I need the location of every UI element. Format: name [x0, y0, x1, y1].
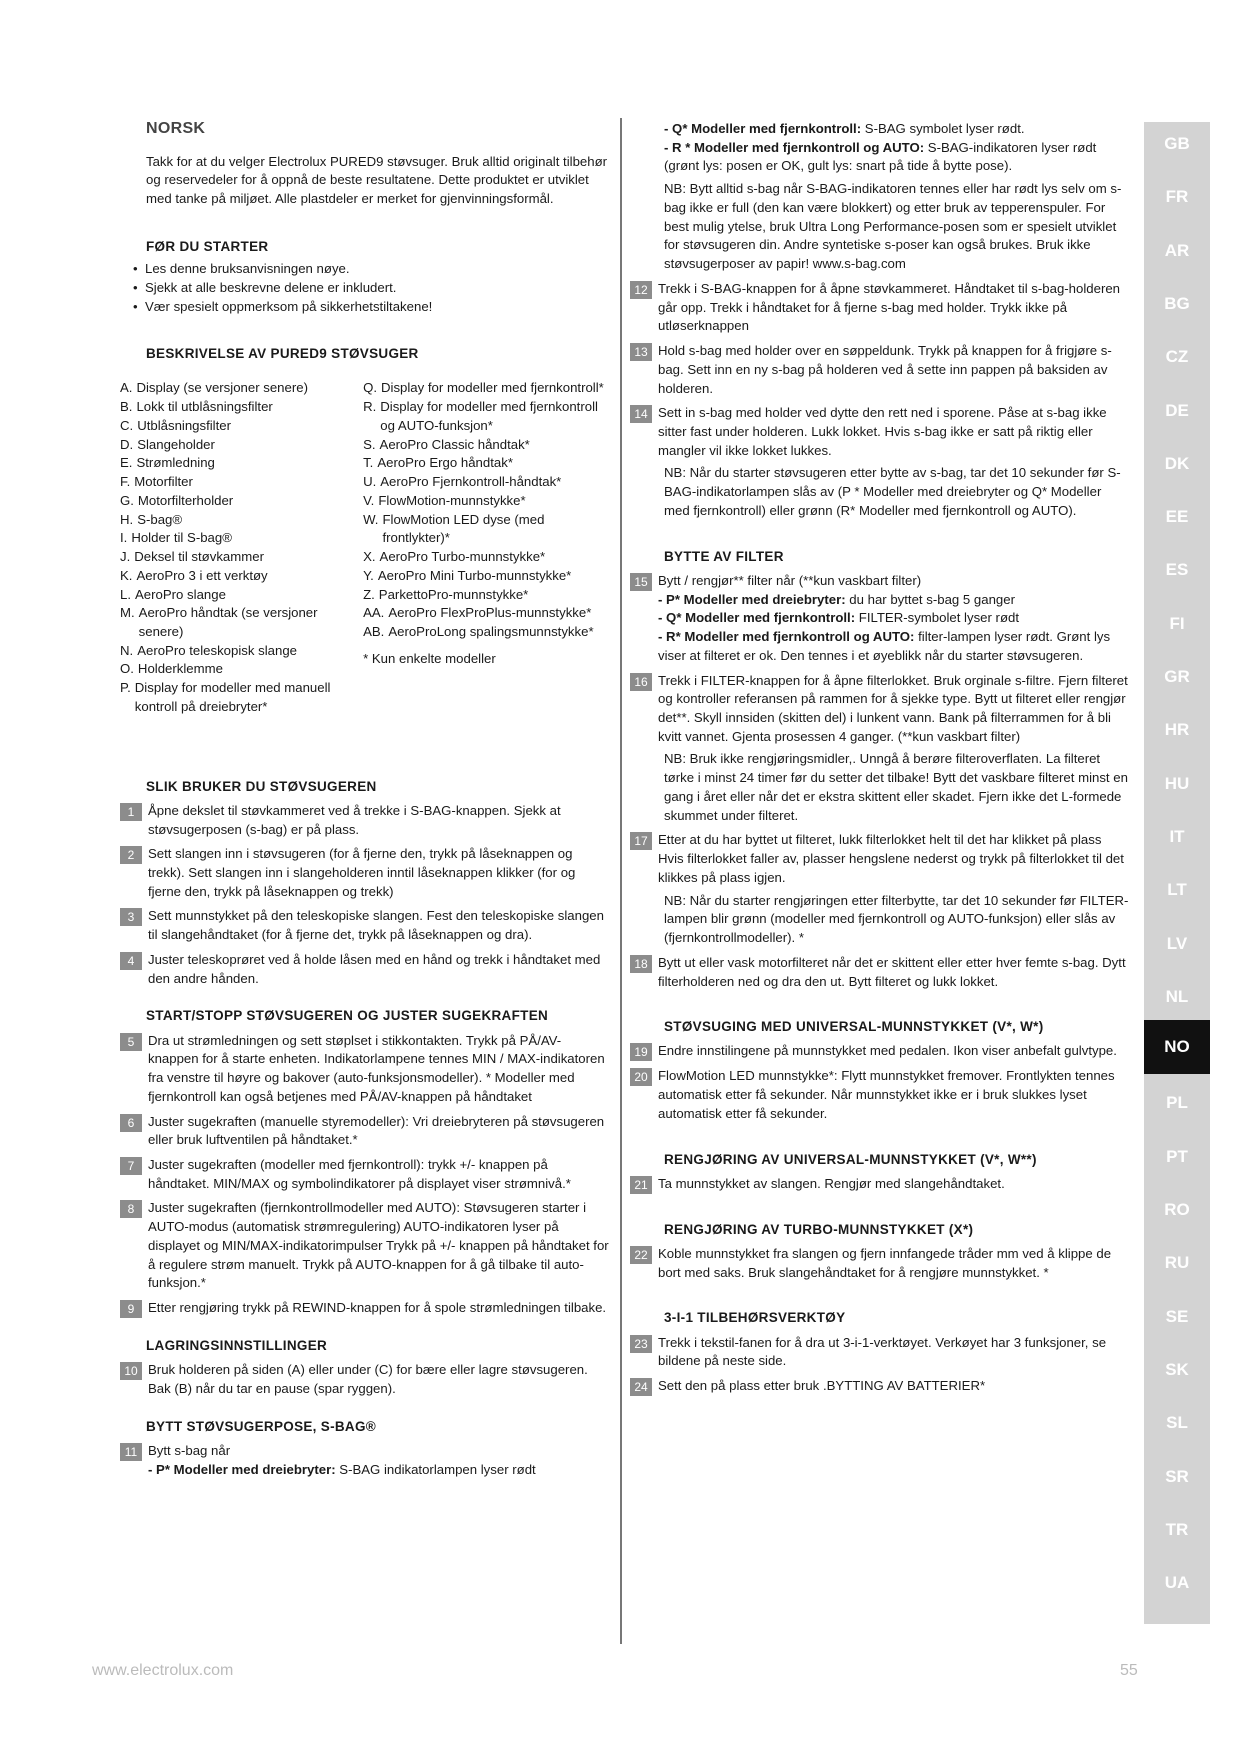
storage-heading: LAGRINGSINNSTILLINGER [146, 1338, 328, 1354]
part-letter: R. [363, 399, 377, 415]
part-item [363, 436, 610, 455]
step-number: 11 [120, 1443, 142, 1461]
part-letter: I. [120, 530, 128, 546]
part-label: Deksel til støvkammer [134, 549, 264, 565]
step-text: Dra ut strømledningen og sett støplset i stikkontakten. Trykk på PÅ/AV-knappen for å starte enheten. Indikatorlampene tennes MIN / MAX-indikatoren fra venstre til høyre og bakover (auto-funksjonsmodeller). * Modeller med fjernkontroll kan også betjenes med PÅ/AV-knappen på håndtaket [148, 1032, 605, 1104]
part-label: Holder til S-bag® [131, 530, 232, 546]
bag-heading: BYTT STØVSUGERPOSE, S-BAG® [146, 1418, 377, 1434]
step-item [630, 954, 1130, 991]
filter-p-text: du har byttet s-bag 5 ganger [845, 591, 1015, 607]
filter-note-17: NB: Når du starter rengjøringen etter filterbytte, tar det 10 sekunder før FILTER-lampen blir grønn (modeller med fjernkontroll og AUTO-funksjon) eller slås av (fjernkontrollmodeller). * [664, 892, 1129, 946]
part-label: Motorfilter [134, 474, 193, 490]
part-letter: P. [120, 680, 131, 696]
part-item [363, 586, 610, 605]
step-text: Sett munnstykket på den teleskopiske slangen. Fest den teleskopiske slangen til slangehåndtaket (for å fjerne det, trykk på låseknappen og dra). [148, 908, 604, 943]
part-item [120, 586, 357, 605]
language-tab-ru[interactable]: RU [1164, 1253, 1190, 1273]
step-item [630, 280, 1130, 336]
step-text: Ta munnstykket av slangen. Rengjør med slangehåndtaket. [658, 1175, 1005, 1191]
step-text: Sett slangen inn i støvsugeren (for å fjerne den, trykk på låseknappen og trekk). Sett slangen inn i slangeholderen inntil låseknappen klikker (for og fjerne den, trykk på låseknappen og trekk) [148, 846, 576, 899]
part-item [363, 473, 610, 492]
part-letter: M. [120, 605, 135, 621]
page-number: 55 [1120, 1662, 1138, 1679]
part-letter: G. [120, 492, 134, 508]
right-column [630, 120, 1130, 1396]
part-letter: W. [363, 511, 379, 527]
part-label: Motorfilterholder [137, 492, 234, 508]
filter-p-bold: - P* Modeller med dreiebryter: [658, 591, 846, 607]
step-item [120, 845, 610, 901]
step-item [630, 1245, 1130, 1282]
filter-r-text: filter-lampen lyser rødt. Grønt lys viser at filteret er ok. Den tennes i et øyeblikk når du starter støvsugeren. [658, 629, 1111, 663]
part-label: AeroPro FlexProPlus-munnstykke* [388, 605, 592, 621]
left-column [120, 118, 610, 1479]
bag-line-2-text: S-BAG indikatorlampen lyser rødt [335, 1461, 536, 1477]
clean-turbo-section [630, 1220, 1130, 1283]
parts-column-1 [120, 379, 357, 716]
use-section [120, 777, 610, 989]
part-item [120, 454, 357, 473]
bag-line-2-bold: - P* Modeller med dreiebryter: [148, 1461, 336, 1477]
part-item [120, 473, 357, 492]
part-letter: B. [120, 399, 133, 415]
part-item [120, 398, 357, 417]
step-text: Trekk i S-BAG-knappen for å åpne støvkammeret. Håndtaket til s-bag-holderen går opp. Trekk i håndtaket for å fjerne s-bag med holder. Trykk ikke på utløserknappen [658, 280, 1121, 334]
use-heading: SLIK BRUKER DU STØVSUGEREN [146, 778, 377, 794]
step-item [630, 831, 1130, 887]
part-label: AeroPro Turbo-munnstykke* [379, 549, 546, 565]
part-letter: Y. [363, 567, 374, 583]
step-item [630, 1175, 1130, 1194]
language-tab-gb[interactable]: GB [1164, 134, 1190, 153]
part-item [120, 436, 357, 455]
step-text: Bruk holderen på siden (A) eller under (C) for bære eller lagre støvsugeren. Bak (B) når du tar en pause (spar ryggen). [148, 1362, 588, 1397]
part-letter: O. [120, 661, 134, 677]
step-text: Juster teleskoprøret ved å holde låsen med en hånd og trekk i håndtaket med den andre hånden. [148, 951, 601, 986]
part-item [363, 623, 610, 642]
bag-line-1: Bytt s-bag når [148, 1442, 231, 1458]
filter-section [630, 547, 1130, 992]
language-tab-de[interactable]: DE [1165, 400, 1189, 420]
step-number: 16 [630, 673, 652, 691]
step-item [120, 1361, 610, 1398]
part-item [120, 417, 357, 436]
part-item [363, 492, 610, 511]
list-item: • Les denne bruksanvisningen nøye. [133, 260, 610, 279]
part-item [120, 660, 357, 679]
step-number: 9 [120, 1300, 142, 1318]
part-item [120, 492, 357, 511]
step-number: 12 [630, 281, 652, 299]
step-number: 15 [630, 573, 652, 591]
part-item [120, 529, 357, 548]
universal-section [630, 1017, 1130, 1123]
part-item [120, 379, 357, 398]
bag-r-bold: - R * Modeller med fjernkontroll og AUTO: [664, 139, 925, 155]
part-item [120, 567, 357, 586]
bag-q-bold: - Q* Modeller med fjernkontroll: [664, 121, 862, 136]
step-text: Juster sugekraften (modeller med fjernkontroll): trykk +/- knappen på håndtaket. MIN/MAX og symbolindikatorer på displayet viser strømnivå.* [148, 1156, 571, 1191]
language-tab-fi[interactable]: FI [1169, 613, 1185, 633]
part-label: Display (se versjoner senere) [136, 380, 308, 396]
part-label: AeroPro Ergo håndtak* [377, 455, 513, 471]
step-item [120, 1199, 610, 1293]
bag-note: NB: Bytt alltid s-bag når S-BAG-indikatoren tennes eller har rødt lys selv om s-bag ikke er full (den kan være blokkert) og etter bruk av tepperenspuler. For best mulig ytelse, bruk Ultra Long Performance-posen som er spesielt utviklet for støvsugeren din. Andre syntetiske s-poser kan også brukes. Bruk ikke støvsugerposer av papir! www.s-bag.com [664, 181, 1122, 272]
part-label: Lokk til utblåsningsfilter [136, 399, 273, 415]
filter-note-16: NB: Bruk ikke rengjøringsmidler,. Unngå å berøre filteroverflaten. La filteret tørke i minst 24 timer før du setter det tilbake! Bytt det vaskbare filteret minst en gang i året eller når det er ekstra skittent eller skadet. Fjern ikke det L-formede skummet under filteret. [664, 751, 1128, 823]
list-item: • Vær spesielt oppmerksom på sikkerhetstiltakene! [133, 298, 610, 317]
part-letter: H. [120, 511, 134, 527]
language-tab-gr[interactable]: GR [1164, 667, 1190, 686]
language-tab-ua[interactable]: UA [1164, 1573, 1190, 1593]
step-text: Sett den på plass etter bruk .BYTTING AV BATTERIER* [658, 1378, 986, 1394]
step-item [120, 802, 610, 839]
step-number: 17 [630, 832, 652, 850]
part-letter: S. [363, 436, 376, 452]
list-item: • Sjekk at alle beskrevne delene er inkludert. [133, 279, 610, 298]
step-item [630, 672, 1130, 747]
startstop-section [120, 1006, 610, 1318]
part-letter: C. [120, 417, 134, 433]
part-label: Utblåsningsfilter [137, 417, 232, 433]
part-label: ParkettoPro-munnstykke* [378, 586, 529, 602]
part-letter: AB. [363, 623, 385, 639]
step-text: Åpne dekslet til støvkammeret ved å trekke i S-BAG-knappen. Sjekk at støvsugerposen (s-bag) er på plass. [148, 802, 561, 837]
step-text: Koble munnstykket fra slangen og fjern innfangede tråder mm ved å klippe de bort med saks. Bruk slangehåndtaket for å rengjøre munnstykket. * [658, 1245, 1112, 1280]
part-label: AeroPro Mini Turbo-munnstykke* [377, 567, 572, 583]
part-letter: A. [120, 380, 133, 396]
part-label: AeroPro 3 i ett verktøy [136, 567, 268, 583]
step-item [120, 1442, 610, 1479]
language-tab-sr[interactable]: SR [1165, 1466, 1189, 1486]
part-item [120, 548, 357, 567]
description-heading: BESKRIVELSE AV PURED9 STØVSUGER [146, 346, 419, 362]
step-item [630, 1042, 1130, 1061]
step-number: 23 [630, 1335, 652, 1353]
storage-section [120, 1336, 610, 1399]
universal-heading: STØVSUGING MED UNIVERSAL-MUNNSTYKKET (V*, W*) [664, 1019, 1044, 1035]
step-text: Hold s-bag med holder over en søppeldunk. Trykk på knappen for å frigjøre s-bag. Sett inn en ny s-bag på holderen ved å sette inn pappen på baksiden av holderen. [658, 343, 1112, 396]
language-tab-lv[interactable]: LV [1166, 933, 1188, 953]
step-text: Trekk i FILTER-knappen for å åpne filterlokket. Bruk orginale s-filtre. Fjern filteret og kontroller referansen på rammen for å sjekke type. Bytt ut filteret eller rengjør det**. Skyll innsiden (skitten del) i lunkent vann. Bank på filterrammen for å bli kvitt vannet. Gjenta prosessen 4 ganger. (**kun vaskbart filter) [658, 672, 1128, 744]
language-tab-dk[interactable]: DK [1164, 453, 1190, 473]
part-item [363, 511, 610, 548]
part-item [363, 379, 610, 398]
part-letter: L. [120, 586, 131, 602]
step-number: 19 [630, 1043, 652, 1061]
tool-section [630, 1308, 1130, 1396]
part-item [120, 679, 357, 716]
part-letter: AA. [363, 605, 385, 621]
filter-q-text: FILTER-symbolet lyser rødt [855, 610, 1019, 626]
language-tab-sl[interactable]: SL [1166, 1413, 1188, 1433]
step-text: Etter rengjøring trykk på REWIND-knappen for å spole strømledningen tilbake. [148, 1300, 607, 1316]
part-item [363, 454, 610, 473]
bag-r-text: S-BAG-indikatoren lyser rødt (grønt lys: posen er OK, gult lys: snart på tide å bytte pose). [664, 139, 1097, 174]
language-tab-tr[interactable]: TR [1165, 1519, 1189, 1539]
step-text: Sett in s-bag med holder ved dytte den rett ned i sporene. Påse at s-bag ikke sitter fast under holderen. Lukk lokket. Hvis s-bag ikke er satt på riktig eller mangler vil ikke lokket lukkes. [658, 405, 1107, 458]
step-number: 8 [120, 1200, 142, 1218]
part-letter: U. [363, 474, 377, 490]
clean-universal-section [630, 1150, 1130, 1194]
part-label: AeroPro Classic håndtak* [379, 436, 530, 452]
parts-list [120, 379, 610, 716]
language-tab-ro[interactable]: RO [1164, 1200, 1190, 1219]
part-letter: K. [120, 567, 133, 583]
step-number: 21 [630, 1176, 652, 1194]
language-tab-cz[interactable]: CZ [1165, 347, 1189, 367]
part-letter: F. [120, 474, 131, 490]
language-tab-nl[interactable]: NL [1165, 986, 1189, 1006]
column-divider [620, 118, 622, 1644]
part-letter: T. [363, 455, 374, 471]
language-tab-es[interactable]: ES [1165, 560, 1189, 580]
part-letter: Q. [363, 380, 377, 396]
step-text: Bytt ut eller vask motorfilteret når det er skittent eller etter hver femte s-bag. Dytt filterholderen ned og dra den ut. Bytt filteret og lukk lokket. [658, 954, 1126, 989]
language-tab-se[interactable]: SE [1165, 1306, 1189, 1326]
step-number: 18 [630, 955, 652, 973]
step-number: 5 [120, 1033, 142, 1051]
step-text: Juster sugekraften (manuelle styremodeller): Vri dreiebryteren på støvsugeren eller bruk luftventilen på håndtaket.* [148, 1113, 605, 1148]
part-label: Display for modeller med fjernkontroll* [380, 380, 604, 396]
language-tab-lt[interactable]: LT [1167, 880, 1187, 900]
part-letter: N. [120, 642, 134, 658]
step-number: 4 [120, 952, 142, 970]
part-letter: X. [363, 549, 376, 565]
language-tab-fr[interactable]: FR [1165, 187, 1189, 207]
part-label: Strømledning [136, 455, 215, 471]
step-number: 3 [120, 908, 142, 926]
clean-turbo-heading: RENGJØRING AV TURBO-MUNNSTYKKET (X*) [664, 1221, 974, 1237]
step-item [120, 907, 610, 944]
step-number: 6 [120, 1114, 142, 1132]
part-label: S-bag® [137, 511, 183, 527]
before-start-section [120, 237, 610, 316]
part-label: Holderklemme [137, 661, 223, 677]
description-section [120, 344, 610, 716]
part-item [363, 567, 610, 586]
step-number: 14 [630, 405, 652, 423]
step-item [630, 572, 1130, 666]
part-label: FlowMotion LED dyse (med frontlykter)* [382, 511, 545, 546]
bag-continued [664, 120, 1130, 176]
bag-section [120, 1417, 610, 1480]
language-tab-ar[interactable]: AR [1164, 240, 1190, 260]
startstop-heading: START/STOPP STØVSUGEREN OG JUSTER SUGEKRAFTEN [146, 1008, 549, 1024]
language-tab-hr[interactable]: HR [1164, 720, 1190, 740]
filter-heading: BYTTE AV FILTER [664, 548, 784, 564]
step-number: 22 [630, 1246, 652, 1264]
language-tab-pl[interactable]: PL [1166, 1093, 1188, 1113]
step-item [120, 1156, 610, 1193]
step-item [630, 342, 1130, 398]
part-letter: V. [363, 492, 375, 508]
part-item [363, 398, 610, 435]
language-tab-no[interactable]: NO [1144, 1020, 1210, 1074]
part-label: AeroProLong spalingsmunnstykke* [388, 623, 594, 639]
step-number: 7 [120, 1157, 142, 1175]
part-label: FlowMotion-munnstykke* [378, 492, 526, 508]
step-item [630, 1377, 1130, 1396]
step-number: 13 [630, 343, 652, 361]
step-item [630, 1067, 1130, 1123]
step-item [120, 1113, 610, 1150]
part-letter: Z. [363, 586, 375, 602]
part-item [363, 604, 610, 623]
part-label: Display for modeller med manuell kontroll på dreiebryter* [134, 680, 331, 714]
parts-column-2 [363, 379, 610, 716]
step-text: Endre innstilingene på munnstykket med pedalen. Ikon viser anbefalt gulvtype. [658, 1043, 1117, 1059]
step-item [120, 1032, 610, 1107]
parts-note: * Kun enkelte modeller [363, 650, 496, 666]
footer-url[interactable]: www.electrolux.com [92, 1662, 234, 1679]
page-title: NORSK [146, 120, 206, 137]
part-item [120, 642, 357, 661]
intro-text: Takk for at du velger Electrolux PURED9 støvsuger. Bruk alltid originalt tilbehør og reservedeler for å oppnå de beste resultatene. Dette produktet er utviklet med tanke på miljøet. Alle plastdeler er merket for gjenvinningsformål. [146, 153, 608, 207]
bag-q-text: S-BAG symbolet lyser rødt. [861, 121, 1025, 136]
clean-universal-heading: RENGJØRING AV UNIVERSAL-MUNNSTYKKET (V*, W**) [664, 1151, 1037, 1167]
part-label: Display for modeller med fjernkontroll og AUTO-funksjon* [380, 399, 598, 433]
tool-heading: 3-I-1 TILBEHØRSVERKTØY [664, 1310, 846, 1326]
part-label: AeroPro teleskopisk slange [137, 642, 297, 658]
language-tab-bg[interactable]: BG [1164, 293, 1190, 313]
filter-q-bold: - Q* Modeller med fjernkontroll: [658, 610, 856, 626]
part-item [120, 511, 357, 530]
language-tab-it[interactable]: IT [1169, 826, 1185, 846]
step-item [120, 951, 610, 988]
bag-note-2: NB: Når du starter støvsugeren etter bytte av s-bag, tar det 10 sekunder før S-BAG-indikatorlampen slås av (P * Modeller med dreiebryter og Q* Modeller med fjernkontroll) eller grønn (R* Modeller med fjernkontroll og AUTO). [664, 465, 1121, 518]
before-start-heading: FØR DU STARTER [146, 238, 269, 254]
step-number: 1 [120, 803, 142, 821]
language-tab-sk[interactable]: SK [1165, 1359, 1189, 1379]
step-text: FlowMotion LED munnstykke*: Flytt munnstykket fremover. Frontlykten tennes automatisk etter få sekunder. Når munnstykket ikke er i bruk slukkes lyset automatisk etter få sekunder. [658, 1068, 1115, 1121]
part-label: AeroPro håndtak (se versjoner senere) [138, 605, 318, 639]
before-start-list [120, 260, 610, 316]
step-number: 10 [120, 1362, 142, 1380]
part-item [120, 604, 357, 641]
step-number: 2 [120, 846, 142, 864]
part-item [363, 548, 610, 567]
part-label: AeroPro Fjernkontroll-håndtak* [380, 474, 562, 490]
part-label: AeroPro slange [135, 586, 226, 602]
step-text: Trekk i tekstil-fanen for å dra ut 3-i-1-verktøyet. Verkøyet har 3 funksjoner, se bildene på neste side. [658, 1334, 1107, 1369]
step-number: 24 [630, 1378, 652, 1396]
part-letter: E. [120, 455, 133, 471]
step-item [630, 404, 1130, 460]
part-label: Slangeholder [137, 436, 215, 452]
language-tab-hu[interactable]: HU [1164, 773, 1190, 793]
step-item [630, 1334, 1130, 1371]
step-text: Juster sugekraften (fjernkontrollmodeller med AUTO): Støvsugeren starter i AUTO-modus (automatisk strømregulering) AUTO-indikatoren lyser på displayet og MIN/MAX-indikatorimpulser Trykk på +/- knappen på håndtaket for å regulere strøm manuelt. Trykk på AUTO-knappen for å gå tilbake til auto-funksjon.* [148, 1200, 609, 1291]
step-number: 20 [630, 1068, 652, 1086]
language-tab-pt[interactable]: PT [1166, 1146, 1188, 1166]
language-tab-ee[interactable]: EE [1165, 507, 1189, 527]
part-letter: J. [120, 549, 131, 565]
part-letter: D. [120, 436, 134, 452]
filter-r-bold: - R* Modeller med fjernkontroll og AUTO: [658, 629, 915, 645]
filter-line-1: Bytt / rengjør** filter når (**kun vaskbart filter) [658, 572, 922, 588]
step-text: Etter at du har byttet ut filteret, lukk filterlokket helt til det har klikket på plass Hvis filterlokket faller av, plasser hengslene nederst og trykk på filterlokket til det klikkes på plass igjen. [658, 832, 1124, 885]
step-item [120, 1299, 610, 1318]
